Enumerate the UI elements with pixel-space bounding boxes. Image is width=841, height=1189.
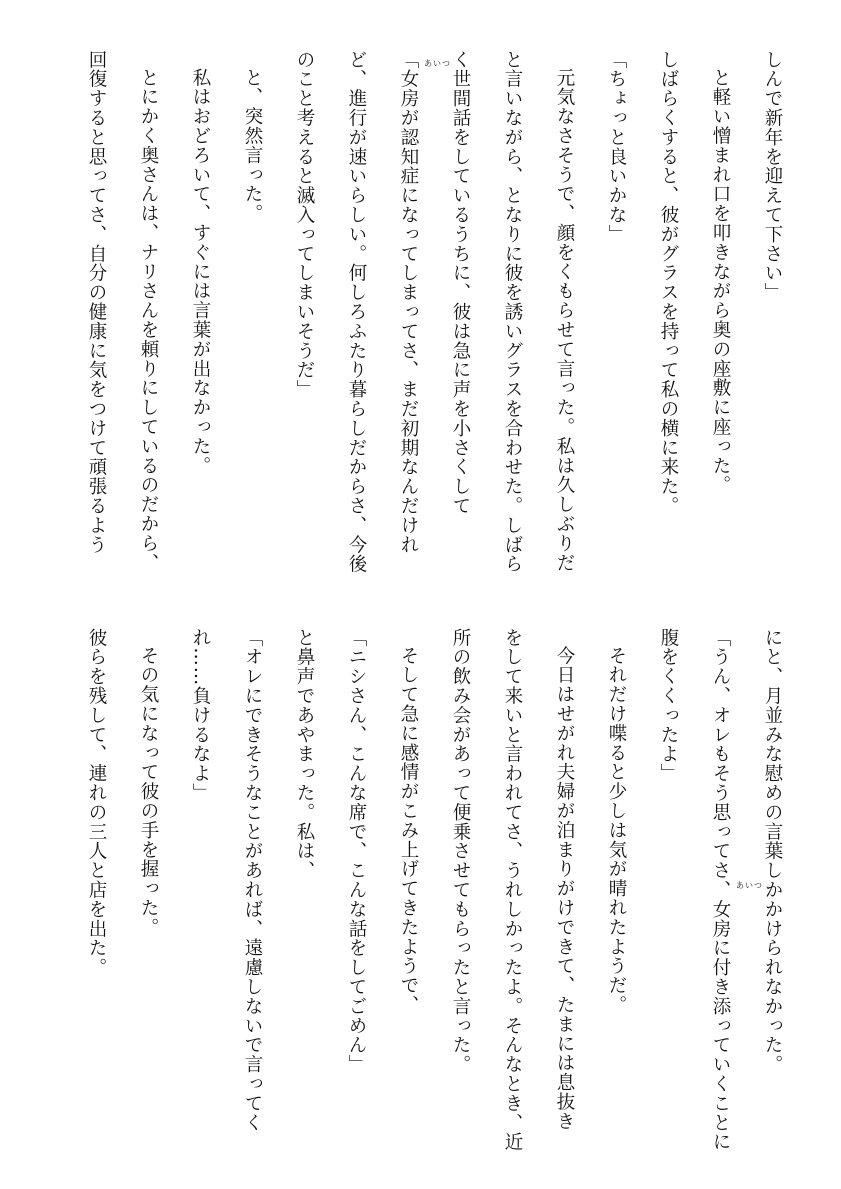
text-line: しばらくすると、彼がグラスを持って私の横に来た。: [658, 50, 679, 516]
furigana-aitsu: あいつ: [424, 59, 451, 68]
text-line: と鼻声であやまった。私は、: [294, 628, 315, 881]
text-line: 元気なさそうで、顔をくもらせて言った。私は久しぶりだ: [554, 68, 575, 573]
text-line: 「うん、オレもそう思ってさ、女房に付き添っていくことに: [710, 628, 731, 1152]
text-line: れ……負けるなよ」: [190, 628, 211, 803]
text-line: 「オレにできそうなことがあれば、遠慮しないで言ってく: [242, 628, 263, 1133]
text-line: 彼らを残して、連れの三人と店を出た。: [86, 628, 107, 978]
text-line: にと、月並みな慰めの言葉しかかけられなかった。: [762, 628, 783, 1075]
text-line: そして急に感情がこみ上げてきたようで、: [398, 646, 419, 1015]
text-line: く世間話をしているうちに、彼は急に声を小さくして: [450, 50, 471, 516]
text-line: 回復すると思ってさ、自分の健康に気をつけて頑張るよう: [86, 50, 107, 555]
text-line: ど、進行が速いらしい。何しろふたり暮らしだからさ、今後: [346, 50, 367, 574]
text-line: それだけ喋ると少しは気が晴れたようだ。: [606, 646, 627, 1015]
text-line: 「ニシさん、こんな席で、こんな話をしてごめん」: [346, 628, 367, 1075]
text-line: その気になって彼の手を握った。: [138, 646, 159, 937]
text-line: 所の飲み会があって便乗させてもらったと言った。: [450, 628, 471, 1075]
text-line: と言いながら、となりに彼を誘いグラスを合わせた。しばら: [502, 50, 523, 574]
text-line: 腹をくくったよ」: [658, 628, 679, 784]
text-line: 私はおどろいて、すぐには言葉が出なかった。: [190, 68, 211, 476]
text-line: 今日はせがれ夫婦が泊まりがけできて、たまには息抜き: [554, 646, 575, 1131]
text-line: をして来いと言われてさ、うれしかったよ。そんなとき、近: [502, 628, 523, 1152]
text-line: とにかく奥さんは、ナリさんを頼りにしているのだから、: [138, 68, 159, 573]
text-line: と軽い憎まれ口を叩きながら奥の座敷に座った。: [710, 68, 731, 495]
text-line: 「女房が認知症になってしまってさ、まだ初期なんだけれ: [398, 50, 419, 555]
text-line: のこと考えると滅入ってしまいそうだ」: [294, 50, 315, 400]
furigana-aitsu: あいつ: [736, 881, 763, 890]
text-line: 「ちょっと良いかな」: [606, 50, 627, 244]
text-line: と、突然言った。: [242, 68, 263, 224]
text-line: しんで新年を迎えて下さい」: [762, 50, 783, 303]
